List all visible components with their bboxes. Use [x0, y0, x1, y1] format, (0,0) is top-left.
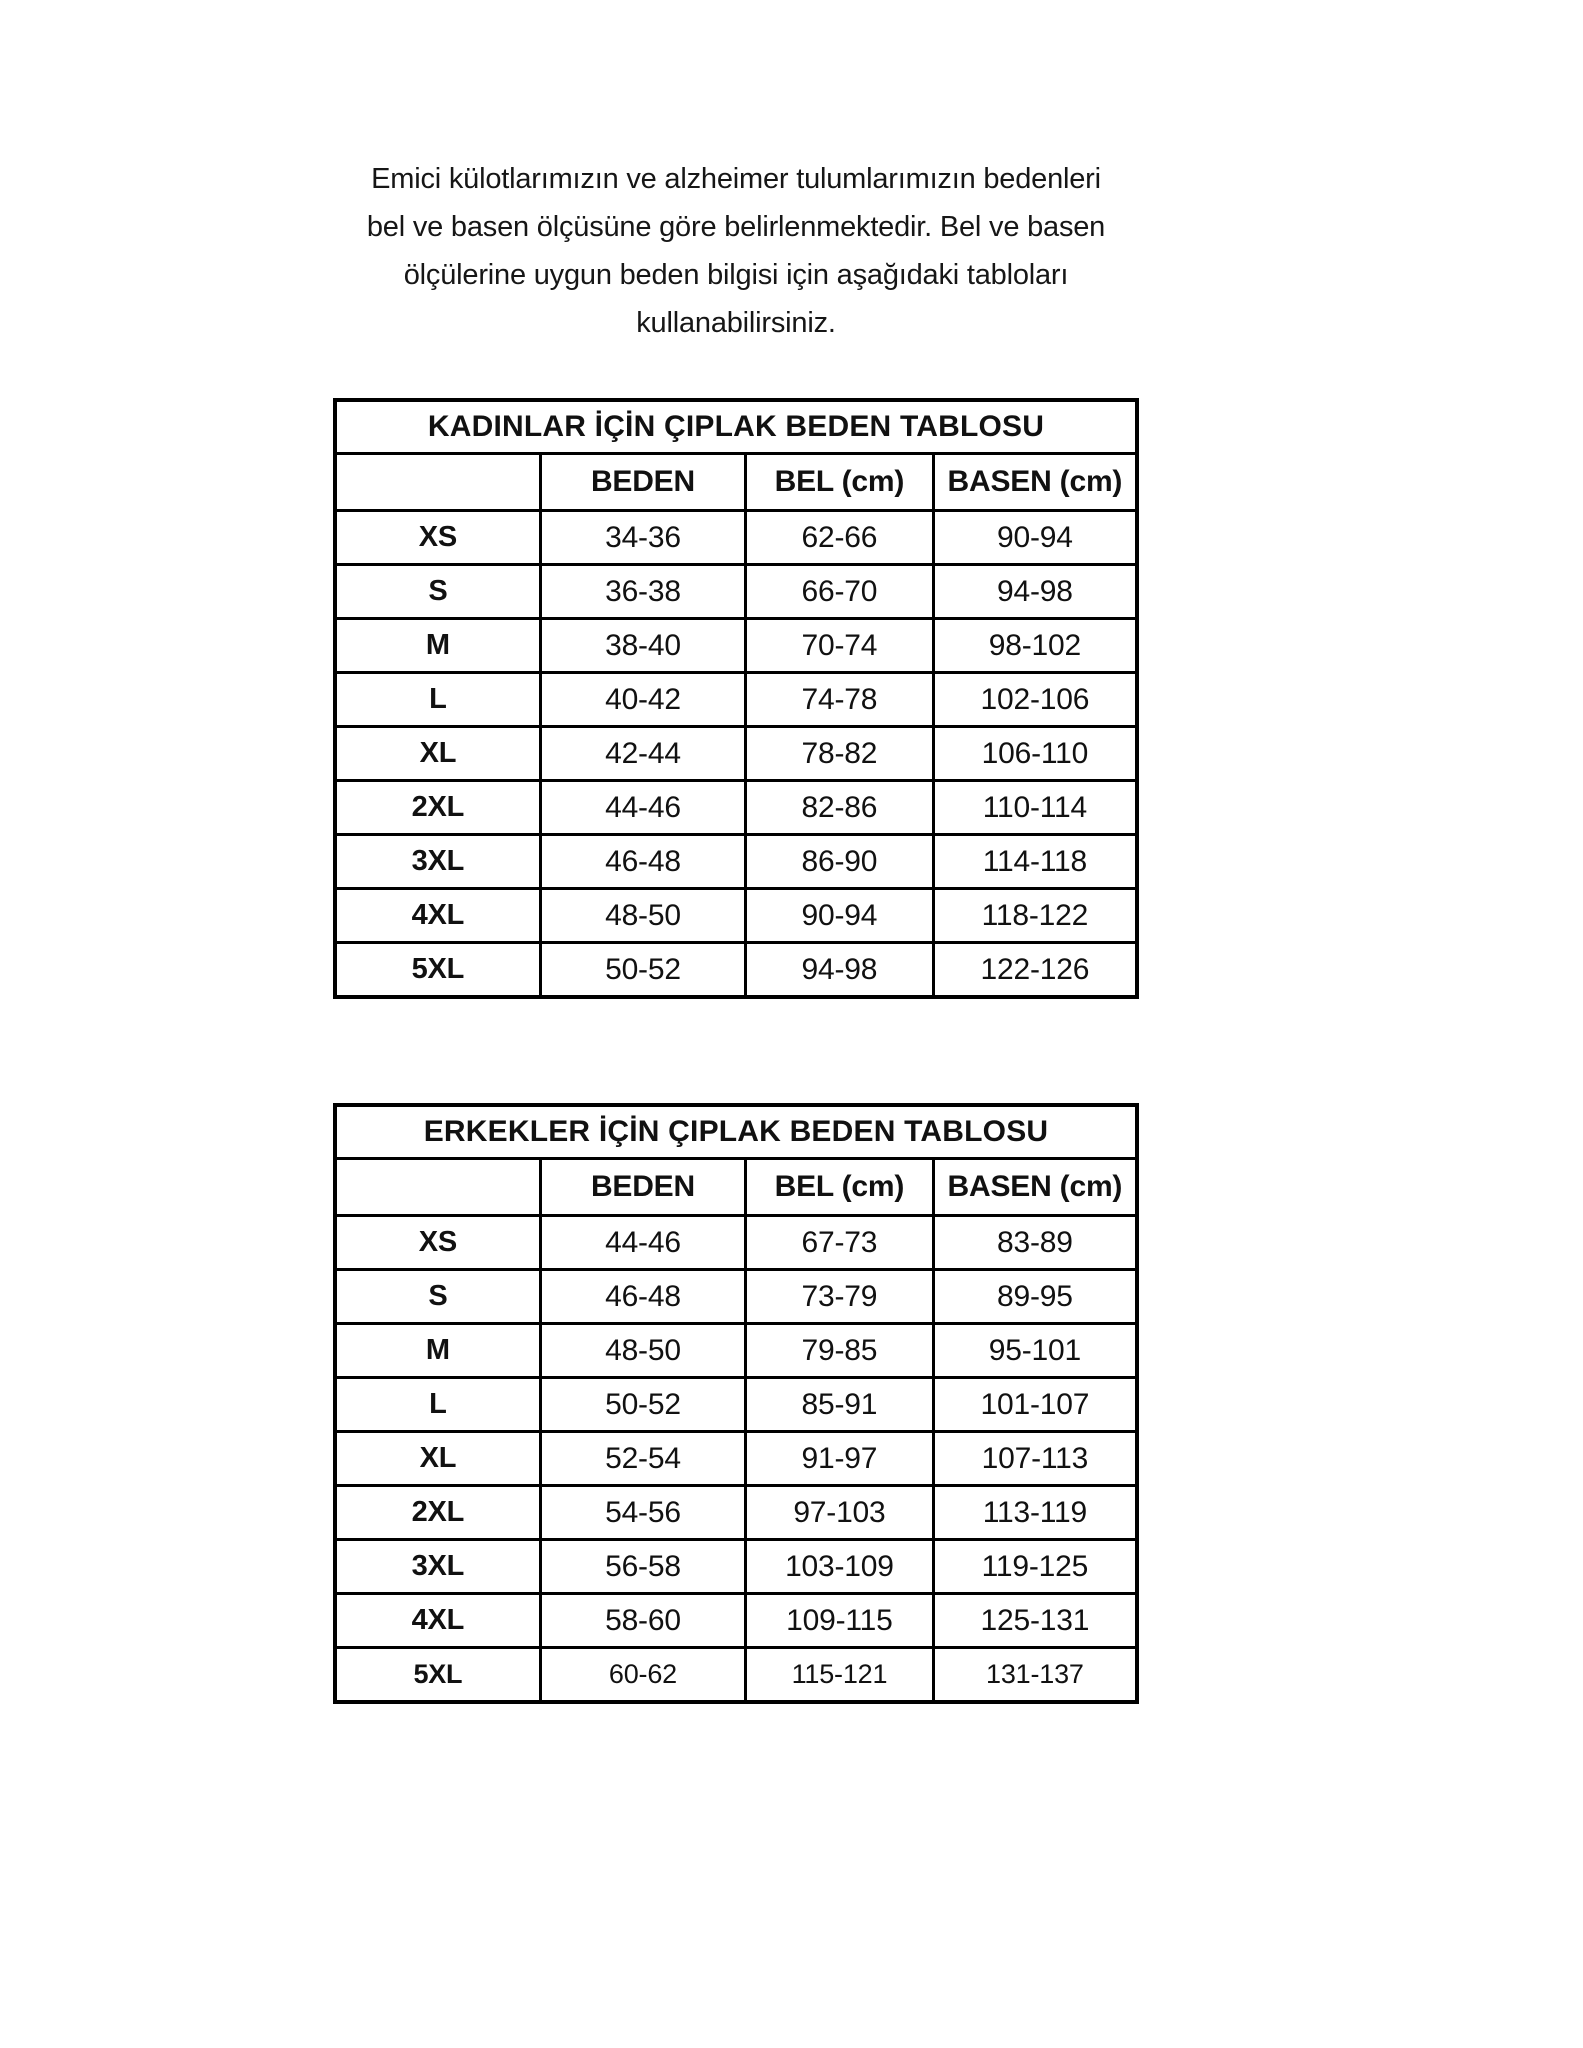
size-value: 78-82: [746, 727, 934, 781]
size-value: 40-42: [540, 673, 745, 727]
size-value: 86-90: [746, 835, 934, 889]
table-row: [335, 1486, 1137, 1540]
size-label: 5XL: [335, 1648, 540, 1703]
size-value: 103-109: [746, 1540, 934, 1594]
table-row: [335, 943, 1137, 998]
table-row: [335, 565, 1137, 619]
table-row: [335, 835, 1137, 889]
table-row: [335, 1540, 1137, 1594]
women-table-title: KADINLAR İÇİN ÇIPLAK BEDEN TABLOSU: [335, 400, 1137, 454]
size-value: 118-122: [933, 889, 1137, 943]
table-title-row: [335, 400, 1137, 454]
column-header-row: [335, 454, 1137, 511]
size-value: 46-48: [540, 1270, 745, 1324]
size-label: 2XL: [335, 1486, 540, 1540]
size-value: 94-98: [933, 565, 1137, 619]
size-value: 101-107: [933, 1378, 1137, 1432]
size-value: 70-74: [746, 619, 934, 673]
size-label: XS: [335, 511, 540, 565]
size-label: 3XL: [335, 1540, 540, 1594]
size-value: 82-86: [746, 781, 934, 835]
size-value: 113-119: [933, 1486, 1137, 1540]
size-value: 110-114: [933, 781, 1137, 835]
size-value: 42-44: [540, 727, 745, 781]
size-value: 52-54: [540, 1432, 745, 1486]
content-column: [333, 0, 1139, 1704]
table-row: [335, 1216, 1137, 1270]
size-value: 83-89: [933, 1216, 1137, 1270]
men-size-table: [333, 1103, 1139, 1704]
size-value: 46-48: [540, 835, 745, 889]
size-value: 50-52: [540, 943, 745, 998]
size-value: 98-102: [933, 619, 1137, 673]
column-header-basen: BASEN (cm): [933, 454, 1137, 511]
size-value: 79-85: [746, 1324, 934, 1378]
size-value: 66-70: [746, 565, 934, 619]
size-label: 4XL: [335, 1594, 540, 1648]
size-value: 131-137: [933, 1648, 1137, 1703]
men-table-body: [335, 1216, 1137, 1703]
size-value: 58-60: [540, 1594, 745, 1648]
size-value: 36-38: [540, 565, 745, 619]
column-header-bel: BEL (cm): [746, 1159, 934, 1216]
size-value: 50-52: [540, 1378, 745, 1432]
size-value: 48-50: [540, 889, 745, 943]
size-label: S: [335, 1270, 540, 1324]
size-value: 44-46: [540, 1216, 745, 1270]
size-label: 4XL: [335, 889, 540, 943]
size-value: 48-50: [540, 1324, 745, 1378]
size-value: 44-46: [540, 781, 745, 835]
column-header-beden: BEDEN: [540, 454, 745, 511]
size-label: XL: [335, 727, 540, 781]
size-value: 91-97: [746, 1432, 934, 1486]
size-value: 62-66: [746, 511, 934, 565]
column-header-empty: [335, 454, 540, 511]
table-row: [335, 781, 1137, 835]
column-header-bel: BEL (cm): [746, 454, 934, 511]
table-row: [335, 1648, 1137, 1703]
size-value: 109-115: [746, 1594, 934, 1648]
size-value: 97-103: [746, 1486, 934, 1540]
size-value: 67-73: [746, 1216, 934, 1270]
size-label: M: [335, 1324, 540, 1378]
size-value: 114-118: [933, 835, 1137, 889]
size-label: 2XL: [335, 781, 540, 835]
size-label: 5XL: [335, 943, 540, 998]
size-value: 74-78: [746, 673, 934, 727]
size-value: 90-94: [746, 889, 934, 943]
table-row: [335, 1270, 1137, 1324]
table-title-row: [335, 1105, 1137, 1159]
table-row: [335, 1432, 1137, 1486]
size-label: XS: [335, 1216, 540, 1270]
size-label: S: [335, 565, 540, 619]
column-header-row: [335, 1159, 1137, 1216]
size-value: 102-106: [933, 673, 1137, 727]
size-value: 106-110: [933, 727, 1137, 781]
size-value: 125-131: [933, 1594, 1137, 1648]
size-value: 85-91: [746, 1378, 934, 1432]
size-value: 122-126: [933, 943, 1137, 998]
size-value: 119-125: [933, 1540, 1137, 1594]
size-value: 115-121: [746, 1648, 934, 1703]
intro-line: ölçülerine uygun beden bilgisi için aşağıdaki tabloları: [403, 259, 1069, 291]
size-value: 56-58: [540, 1540, 745, 1594]
size-value: 38-40: [540, 619, 745, 673]
size-value: 94-98: [746, 943, 934, 998]
men-table-title: ERKEKLER İÇİN ÇIPLAK BEDEN TABLOSU: [335, 1105, 1137, 1159]
women-size-table: [333, 398, 1139, 999]
table-row: [335, 1324, 1137, 1378]
size-value: 90-94: [933, 511, 1137, 565]
size-value: 95-101: [933, 1324, 1137, 1378]
column-header-basen: BASEN (cm): [933, 1159, 1137, 1216]
size-value: 73-79: [746, 1270, 934, 1324]
table-row: [335, 727, 1137, 781]
table-row: [335, 1378, 1137, 1432]
intro-line: Emici külotlarımızın ve alzheimer tulumlarımızın bedenleri: [371, 163, 1101, 195]
size-value: 34-36: [540, 511, 745, 565]
intro-line: bel ve basen ölçüsüne göre belirlenmektedir. Bel ve basen: [366, 211, 1106, 243]
size-label: L: [335, 673, 540, 727]
women-table-body: [335, 511, 1137, 998]
size-label: M: [335, 619, 540, 673]
table-row: [335, 889, 1137, 943]
table-row: [335, 1594, 1137, 1648]
size-label: L: [335, 1378, 540, 1432]
column-header-empty: [335, 1159, 540, 1216]
table-row: [335, 511, 1137, 565]
size-label: 3XL: [335, 835, 540, 889]
size-value: 89-95: [933, 1270, 1137, 1324]
size-value: 54-56: [540, 1486, 745, 1540]
intro-paragraph: [333, 155, 1139, 347]
intro-line: kullanabilirsiniz.: [636, 307, 836, 339]
size-value: 60-62: [540, 1648, 745, 1703]
table-row: [335, 619, 1137, 673]
size-value: 107-113: [933, 1432, 1137, 1486]
size-label: XL: [335, 1432, 540, 1486]
column-header-beden: BEDEN: [540, 1159, 745, 1216]
table-row: [335, 673, 1137, 727]
